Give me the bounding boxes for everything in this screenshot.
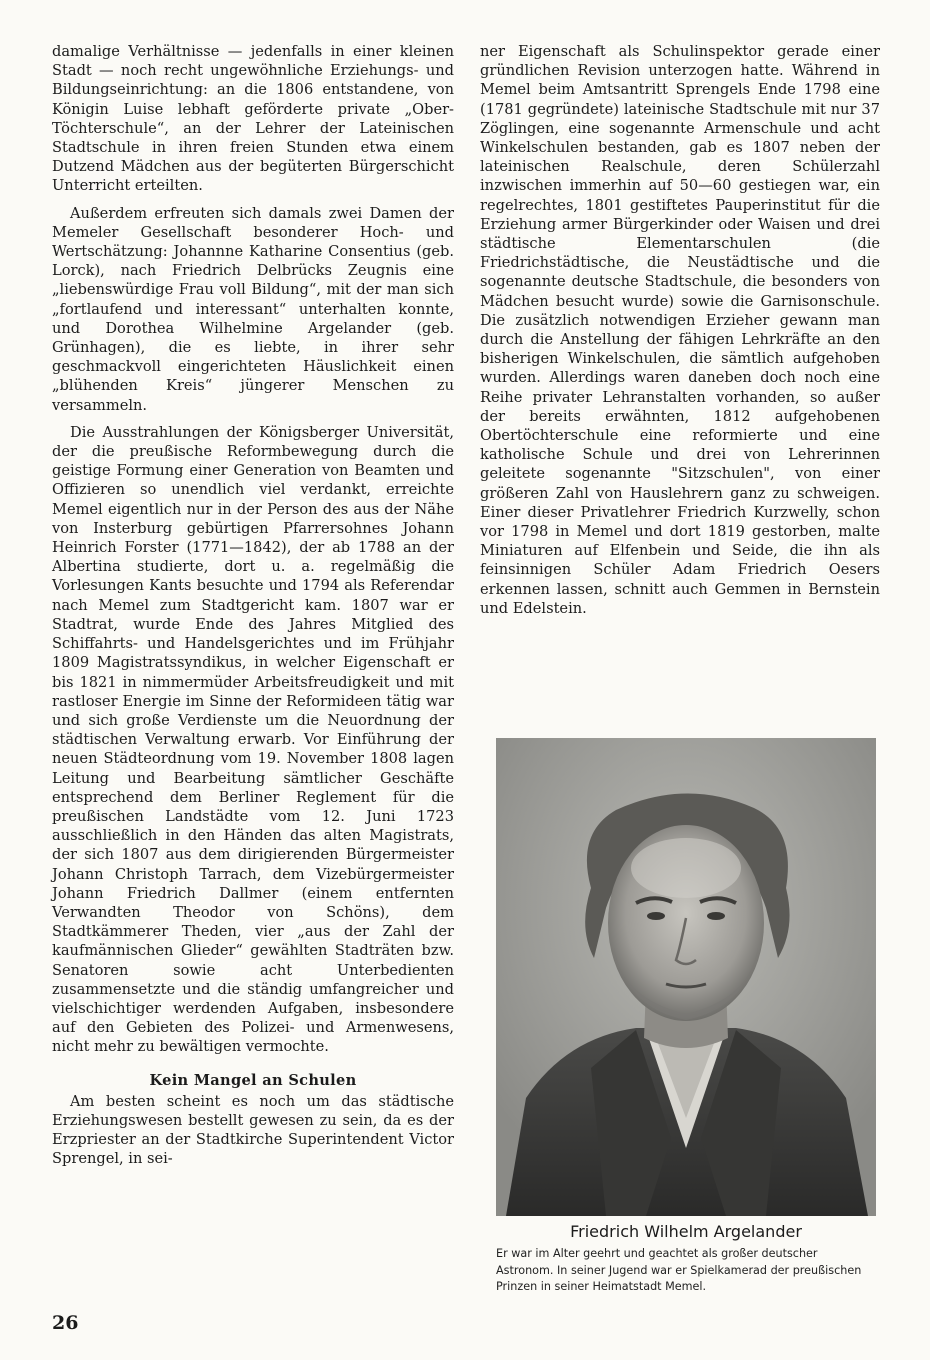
portrait-illustration bbox=[496, 738, 876, 1216]
paragraph: Am besten scheint es noch um das städtische Erziehungswesen bestellt gewesen zu sein, da es der Erzpriester an der Stadtkirche Superintendent Victor Sprengel, in sei- bbox=[52, 1092, 454, 1168]
paragraph: Außerdem erfreuten sich damals zwei Damen der Memeler Gesellschaft besonderer Hoch- und Wertschätzung: Johannne Katharine Consentius (geb. Lorck), nach Friedrich Delbrücks Zeugnis eine „liebenswürdige Frau voll Bildung“, mit der man sich „fortlaufend und interessant“ unterhalten konnte, und Dorothea Wilhelmine Argelander (geb. Grünhagen), die es liebte, in ihrer sehr geschmackvoll eingerichteten Häuslichkeit einen „blühenden Kreis“ jüngerer Menschen zu versammeln. bbox=[52, 204, 454, 414]
caption-title: Friedrich Wilhelm Argelander bbox=[570, 1222, 802, 1241]
paragraph: Die Ausstrahlungen der Königsberger Universität, der die preußische Reformbewegung durch die geistige Formung einer Generation von Beamten und Offizieren so unendlich viel verdankt, erreichte Memel eigentlich nur in der Person des aus der Nähe von Insterburg gebürtigen Pfarrersohnes Johann Heinrich Forster (1771—1842), der ab 1788 an der Albertina studierte, dort u. a. regelmäßig die Vorlesungen Kants besuchte und 1794 als Referendar nach Memel zum Stadtgericht kam. 1807 war er Stadtrat, wurde Ende des Jahres Mitglied des Schiffahrts- und Handelsgerichtes und im Frühjahr 1809 Magistratssyndikus, in welcher Eigenschaft er bis 1821 in nimmermüder Arbeitsfreudigkeit und mit rastloser Energie im Sinne der Reformideen tätig war und sich große Verdienste um die Neuordnung der städtischen Verwaltung erwarb. Vor Einführung der neuen Städteordnung vom 19. November 1808 lagen Leitung und Bearbeitung sämtlicher Geschäfte entsprechend dem Berliner Reglement für die preußischen Landstädte vom 12. Juni 1723 ausschließlich in den Händen das alten Magistrats, der sich 1807 aus dem dirigierenden Bürgermeister Johann Christoph Tarrach, dem Vizebürgermeister Johann Friedrich Dallmer (einem entfernten Verwandten Theodor von Schöns), dem Stadtkämmerer Theden, vier „aus der Zahl der kaufmännischen Glieder“ gewählten Stadträten bzw. Senatoren sowie acht Unterbedienten zusammensetzte und die ständig umfangreicher und vielschichtiger werdenden Aufgaben, insbesondere auf den Gebieten des Polizei- und Armenwesens, nicht mehr zu bewältigen vermochte. bbox=[52, 423, 454, 1056]
portrait-photo bbox=[496, 738, 876, 1216]
right-column bbox=[480, 42, 880, 626]
paragraph: ner Eigenschaft als Schulinspektor gerade einer gründlichen Revision unterzogen hatte. Während in Memel beim Amtsantritt Sprengels Ende 1798 eine (1781 gegründete) lateinische Stadtschule mit nur 37 Zöglingen, eine sogenannte Armenschule und acht Winkelschulen bestanden, gab es 1807 neben der lateinischen Realschule, deren Schülerzahl inzwischen immerhin auf 50—60 gestiegen war, ein regelrechtes, 1801 gestiftetes Pauperinstitut für die Erziehung armer Bürgerkinder oder Waisen und drei städtische Elementarschulen (die Friedrichstädtische, die Neustädtische und die sogenannte deutsche Stadtschule, die besonders von Mädchen besucht wurde) sowie die Garnisonschule. Die zusätzlich notwendigen Erzieher gewann man durch die Anstellung der fähigen Lehrkräfte an den bisherigen Winkelschulen, die sämtlich aufgehoben wurden. Allerdings waren daneben doch noch eine Reihe privater Lehranstalten vorhanden, so außer der bereits erwähnten, 1812 aufgehobenen Obertöchterschule eine reformierte und eine katholische Schule und drei von Lehrerinnen geleitete sogenannte "Sitzschulen", von einer größeren Zahl von Hauslehrern ganz zu schweigen. Einer dieser Privatlehrer Friedrich Kurzwelly, schon vor 1798 in Memel und dort 1819 gestorben, malte Miniaturen auf Elfenbein und Seide, die ihn als feinsinnigen Schüler Adam Friedrich Oesers erkennen lassen, schnitt auch Gemmen in Bernstein und Edelstein. bbox=[480, 43, 880, 617]
caption-text: Er war im Alter geehrt und geachtet als großer deutscher Astronom. In seiner Jugend war er Spielkamerad der preußischen Prinzen in seiner Heimatstadt Memel. bbox=[496, 1247, 862, 1293]
page-number: 26 bbox=[52, 1312, 79, 1334]
section-heading: Kein Mangel an Schulen bbox=[149, 1071, 357, 1089]
left-column bbox=[52, 42, 454, 1177]
paragraph: damalige Verhältnisse — jedenfalls in einer kleinen Stadt — noch recht ungewöhnliche Erziehungs- und Bildungseinrichtung: an die 1806 entstandene, von Königin Luise lebhaft geförderte private „Ober-Töchterschule“, an der Lehrer der Lateinischen Stadtschule in ihren freien Stunden etwa einem Dutzend Mädchen aus der begüterten Bürgerschicht Unterricht erteilten. bbox=[52, 43, 454, 195]
